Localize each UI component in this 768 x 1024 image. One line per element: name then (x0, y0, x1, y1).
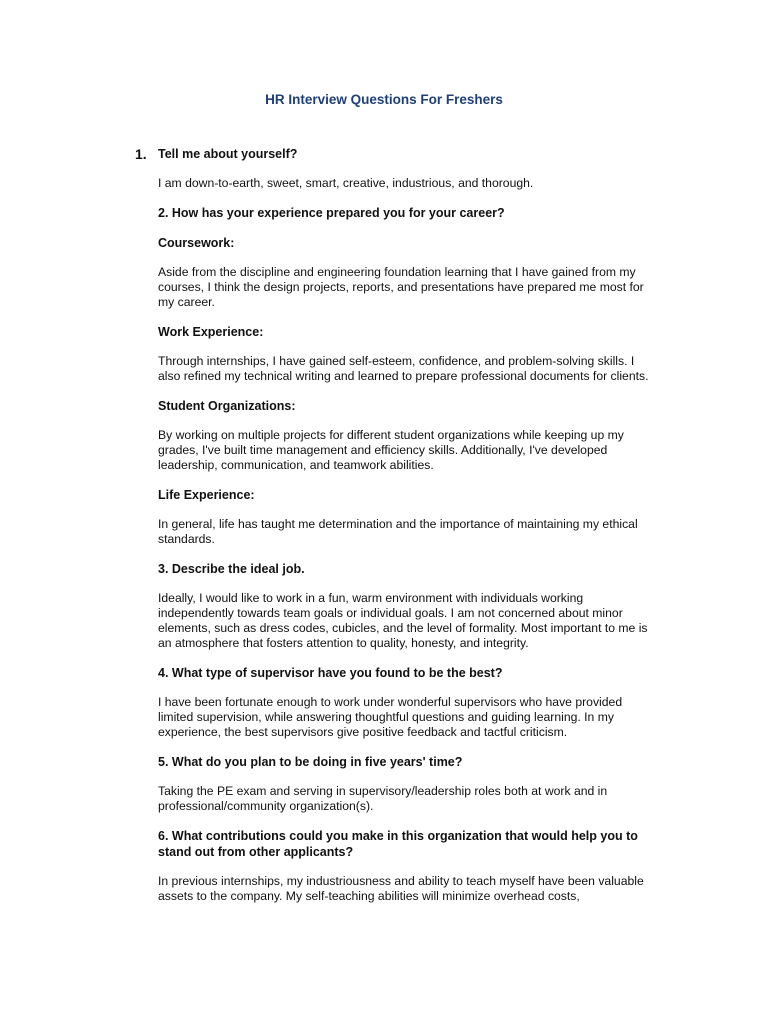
question-3: 3. Describe the ideal job. (158, 562, 305, 576)
question-4: 4. What type of supervisor have you found to be the best? (158, 666, 503, 680)
question-6: 6. What contributions could you make in this organization that would help you to stand out from other applicants? (158, 829, 638, 859)
coursework-heading: Coursework: (158, 236, 235, 250)
document-body (135, 146, 658, 918)
answer-4: I have been fortunate enough to work under wonderful supervisors who have provided limited supervision, while answering thoughtful questions and guiding learning. In my experience, the best supervisors give positive feedback and tactful criticism. (158, 695, 623, 739)
question-1 (135, 146, 658, 162)
student-organizations-text: By working on multiple projects for different student organizations while keeping up my grades, I've built time management and efficiency skills. Additionally, I've developed leadership, communication, and teamwork abilities. (158, 428, 624, 472)
coursework-text: Aside from the discipline and engineering foundation learning that I have gained from my courses, I think the design projects, reports, and presentations have prepared me most for my career. (158, 265, 644, 309)
work-experience-heading: Work Experience: (158, 325, 264, 339)
document-title: HR Interview Questions For Freshers (265, 92, 503, 107)
answer-5: Taking the PE exam and serving in supervisory/leadership roles both at work and in professional/community organization(s). (158, 784, 608, 813)
question-1-number: 1. (135, 146, 147, 162)
answer-6: In previous internships, my industriousness and ability to teach myself have been valuable assets to the company. My self-teaching abilities will minimize overhead costs, (158, 874, 644, 903)
question-1-text: Tell me about yourself? (158, 147, 298, 161)
work-experience-text: Through internships, I have gained self-esteem, confidence, and problem-solving skills. I also refined my technical writing and learned to prepare professional documents for clients. (158, 354, 649, 383)
answer-3: Ideally, I would like to work in a fun, warm environment with individuals working independently towards team goals or individual goals. I am not concerned about minor elements, such as dress codes, cubicles, and the level of formality. Most important to me is an atmosphere that fosters attention to quality, honesty, and integrity. (158, 591, 648, 650)
life-experience-heading: Life Experience: (158, 488, 255, 502)
answer-1: I am down-to-earth, sweet, smart, creative, industrious, and thorough. (158, 176, 534, 190)
question-2: 2. How has your experience prepared you for your career? (158, 206, 505, 220)
student-organizations-heading: Student Organizations: (158, 399, 296, 413)
question-5: 5. What do you plan to be doing in five years' time? (158, 755, 463, 769)
life-experience-text: In general, life has taught me determination and the importance of maintaining my ethical standards. (158, 517, 638, 546)
